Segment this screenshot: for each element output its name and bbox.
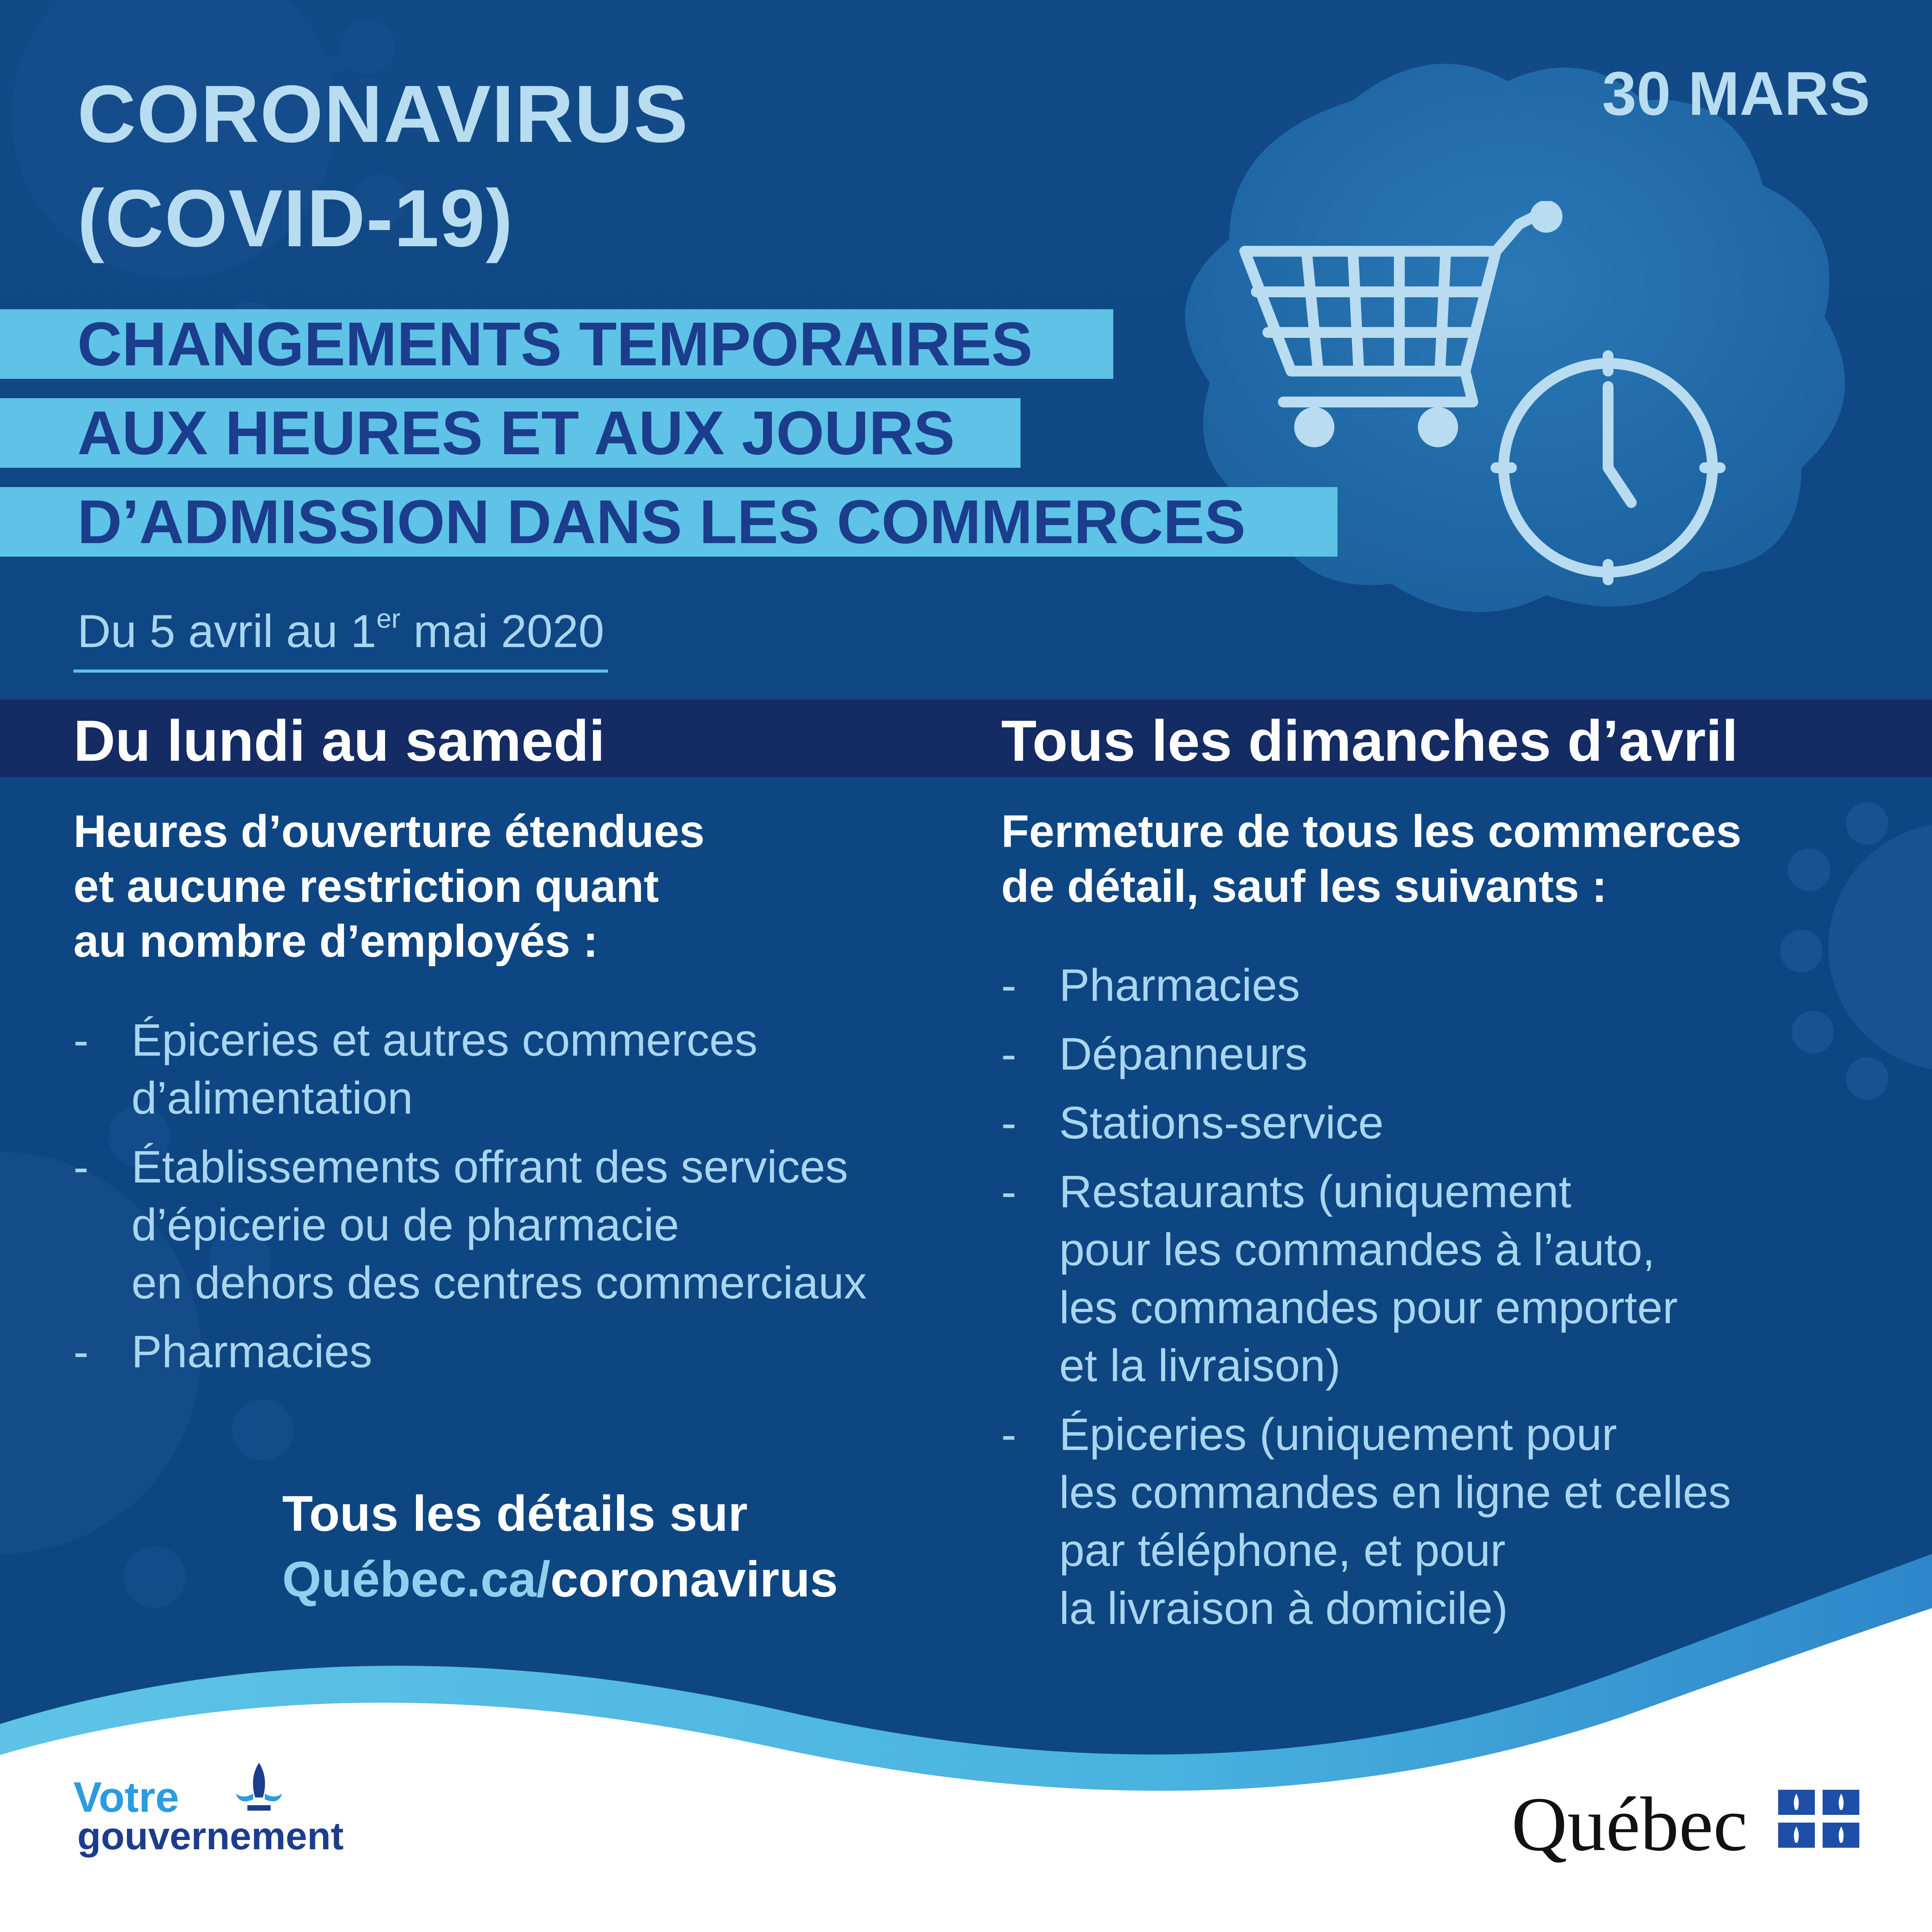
list-item-line: Restaurants (uniquement: [1059, 1166, 1571, 1217]
list-item-line: et la livraison): [1059, 1340, 1341, 1391]
list-dash: -: [1001, 1409, 1017, 1460]
list-dash: -: [1001, 1166, 1017, 1217]
list-dash: -: [73, 1141, 89, 1193]
date-range: [73, 603, 608, 673]
headline-line-3: D’ADMISSION DANS LES COMMERCES: [0, 487, 1337, 557]
list-item-line: Épiceries et autres commerces: [131, 1015, 758, 1066]
list-item-line: Dépanneurs: [1059, 1029, 1308, 1080]
list-item-line: les commandes en ligne et celles: [1059, 1467, 1731, 1518]
list-item-line: en dehors des centres commerciaux: [131, 1257, 867, 1308]
votre-gouvernement-logo-line-2: gouvernement: [77, 1814, 344, 1858]
left-intro-line-1: Heures d’ouverture étendues: [73, 806, 705, 857]
date-range-ordinal: er: [376, 603, 400, 634]
left-column-heading: Du lundi au samedi: [73, 708, 605, 773]
list-item-line: Pharmacies: [1059, 960, 1300, 1011]
list-item: [1001, 1025, 1890, 1083]
date-label: 30 MARS: [1602, 59, 1870, 128]
left-intro-line-3: au nombre d’employés :: [73, 916, 598, 967]
list-item-line: d’alimentation: [131, 1073, 413, 1124]
list-item-line: Établissements offrant des services: [131, 1141, 848, 1193]
title-line-2: (COVID-19): [77, 173, 514, 264]
list-item: [1001, 956, 1890, 1014]
details-link-path: coronavirus: [550, 1551, 838, 1607]
details-label: Tous les détails sur: [282, 1485, 748, 1542]
left-list: [73, 1011, 963, 1381]
list-item-line: les commandes pour emporter: [1059, 1282, 1678, 1333]
list-item: [1001, 1163, 1890, 1395]
list-item-line: Épiceries (uniquement pour: [1059, 1409, 1617, 1460]
list-dash: -: [73, 1326, 89, 1377]
list-item: [1001, 1094, 1890, 1152]
page-title: [77, 62, 689, 271]
left-intro: [73, 804, 963, 969]
list-item-line: d’épicerie ou de pharmacie: [131, 1199, 679, 1251]
votre-gouvernement-logo: Votre: [73, 1774, 179, 1821]
left-intro-line-2: et aucune restriction quant: [73, 861, 659, 912]
list-item: [73, 1138, 963, 1312]
list-dash: -: [1001, 1097, 1017, 1148]
date-range-suffix: mai 2020: [400, 605, 604, 657]
right-intro: [1001, 804, 1890, 914]
fleur-de-lis-icon: [232, 1763, 286, 1821]
quebec-flag-icon: [1778, 1790, 1859, 1848]
list-item-line: Pharmacies: [131, 1326, 373, 1377]
headline-line-1: CHANGEMENTS TEMPORAIRES: [0, 309, 1113, 379]
right-intro-line-2: de détail, sauf les suivants :: [1001, 861, 1607, 912]
headline-line-2: AUX HEURES ET AUX JOURS: [0, 398, 1021, 468]
quebec-logo: Québec: [1511, 1782, 1748, 1867]
list-item: [73, 1323, 963, 1381]
list-item-line: Stations-service: [1059, 1097, 1384, 1148]
list-item-line: par téléphone, et pour: [1059, 1525, 1506, 1576]
clock-icon: [1481, 340, 1736, 595]
list-dash: -: [73, 1015, 89, 1066]
list-dash: -: [1001, 960, 1017, 1011]
date-range-prefix: Du 5 avril au 1: [77, 605, 377, 657]
list-dash: -: [1001, 1029, 1017, 1080]
right-column-heading: Tous les dimanches d’avril: [1001, 708, 1738, 773]
list-item-line: la livraison à domicile): [1059, 1583, 1508, 1634]
details-link-domain: Québec.ca/: [282, 1551, 550, 1607]
title-line-1: CORONAVIRUS: [77, 68, 689, 159]
list-item: [73, 1011, 963, 1127]
list-item-line: pour les commandes à l’auto,: [1059, 1224, 1655, 1275]
bottom-wave: [0, 1508, 1932, 1932]
right-intro-line-1: Fermeture de tous les commerces: [1001, 806, 1742, 857]
left-column: [73, 804, 963, 1392]
